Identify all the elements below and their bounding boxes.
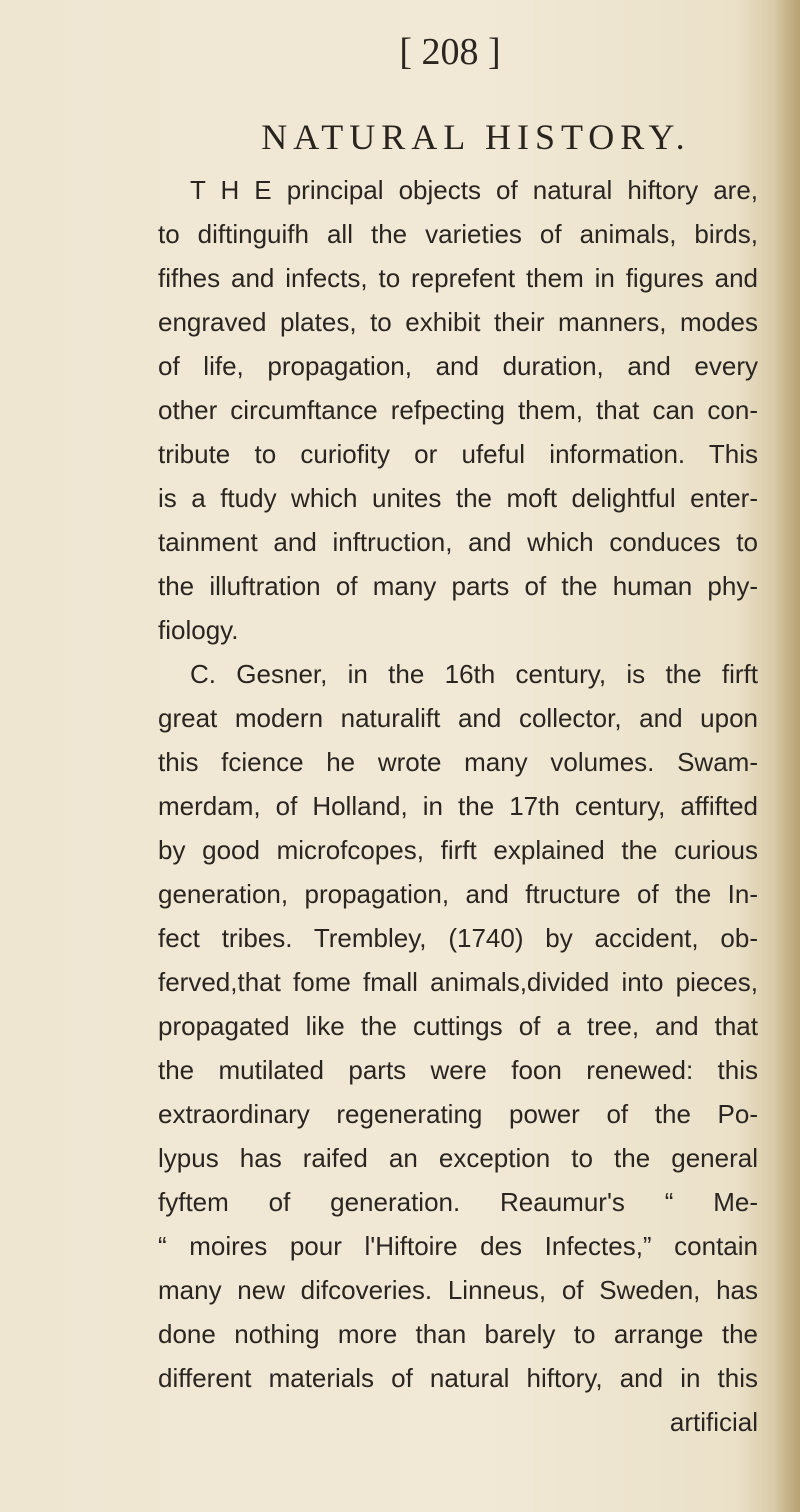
text-line: C. Gesner, in the 16th century, is the firft	[190, 659, 758, 689]
page-number: [ 208 ]	[399, 31, 501, 73]
text-line: by good microfcopes, firft explained the curious	[158, 835, 758, 865]
text-line: fifhes and infects, to reprefent them in figures and	[158, 263, 758, 293]
text-line: “ moires pour l'Hiftoire des Infectes,” contain	[158, 1231, 758, 1261]
text-line: this fcience he wrote many volumes. Swam-	[158, 747, 758, 777]
text-line: ferved,that fome fmall animals,divided into pieces,	[158, 967, 758, 997]
page-title: NATURAL HISTORY.	[261, 117, 691, 157]
text-line: fyftem of generation. Reaumur's “ Me-	[158, 1187, 758, 1217]
text-line: done nothing more than barely to arrange the	[158, 1319, 758, 1349]
text-line: many new difcoveries. Linneus, of Sweden, has	[158, 1275, 758, 1305]
page-edge-shadow	[774, 0, 800, 1512]
text-line: the illuftration of many parts of the human phy-	[158, 571, 758, 601]
text-line: engraved plates, to exhibit their manners, modes	[158, 307, 758, 337]
text-line: fiology.	[158, 615, 239, 645]
text-line: generation, propagation, and ftructure of the In-	[158, 879, 758, 909]
text-line: the mutilated parts were foon renewed: this	[158, 1055, 758, 1085]
catchword: artificial	[669, 1407, 758, 1437]
text-line: merdam, of Holland, in the 17th century, affifted	[158, 791, 758, 821]
text-line: is a ftudy which unites the moft delightful enter-	[158, 483, 758, 513]
text-line: T H E principal objects of natural hiftory are,	[190, 175, 758, 205]
text-line: great modern naturalift and collector, and upon	[158, 703, 758, 733]
text-line: of life, propagation, and duration, and every	[158, 351, 758, 381]
text-line: fect tribes. Trembley, (1740) by accident, ob-	[158, 923, 758, 953]
text-line: extraordinary regenerating power of the Po-	[158, 1099, 758, 1129]
text-line: different materials of natural hiftory, and in this	[158, 1363, 758, 1393]
text-line: other circumftance refpecting them, that can con-	[158, 395, 758, 425]
text-line: propagated like the cuttings of a tree, and that	[158, 1011, 758, 1041]
text-line: tainment and inftruction, and which conduces to	[158, 527, 758, 557]
text-line: tribute to curiofity or ufeful information. This	[158, 439, 758, 469]
text-line: to diftinguifh all the varieties of animals, birds,	[158, 219, 758, 249]
text-line: lypus has raifed an exception to the general	[158, 1143, 758, 1173]
